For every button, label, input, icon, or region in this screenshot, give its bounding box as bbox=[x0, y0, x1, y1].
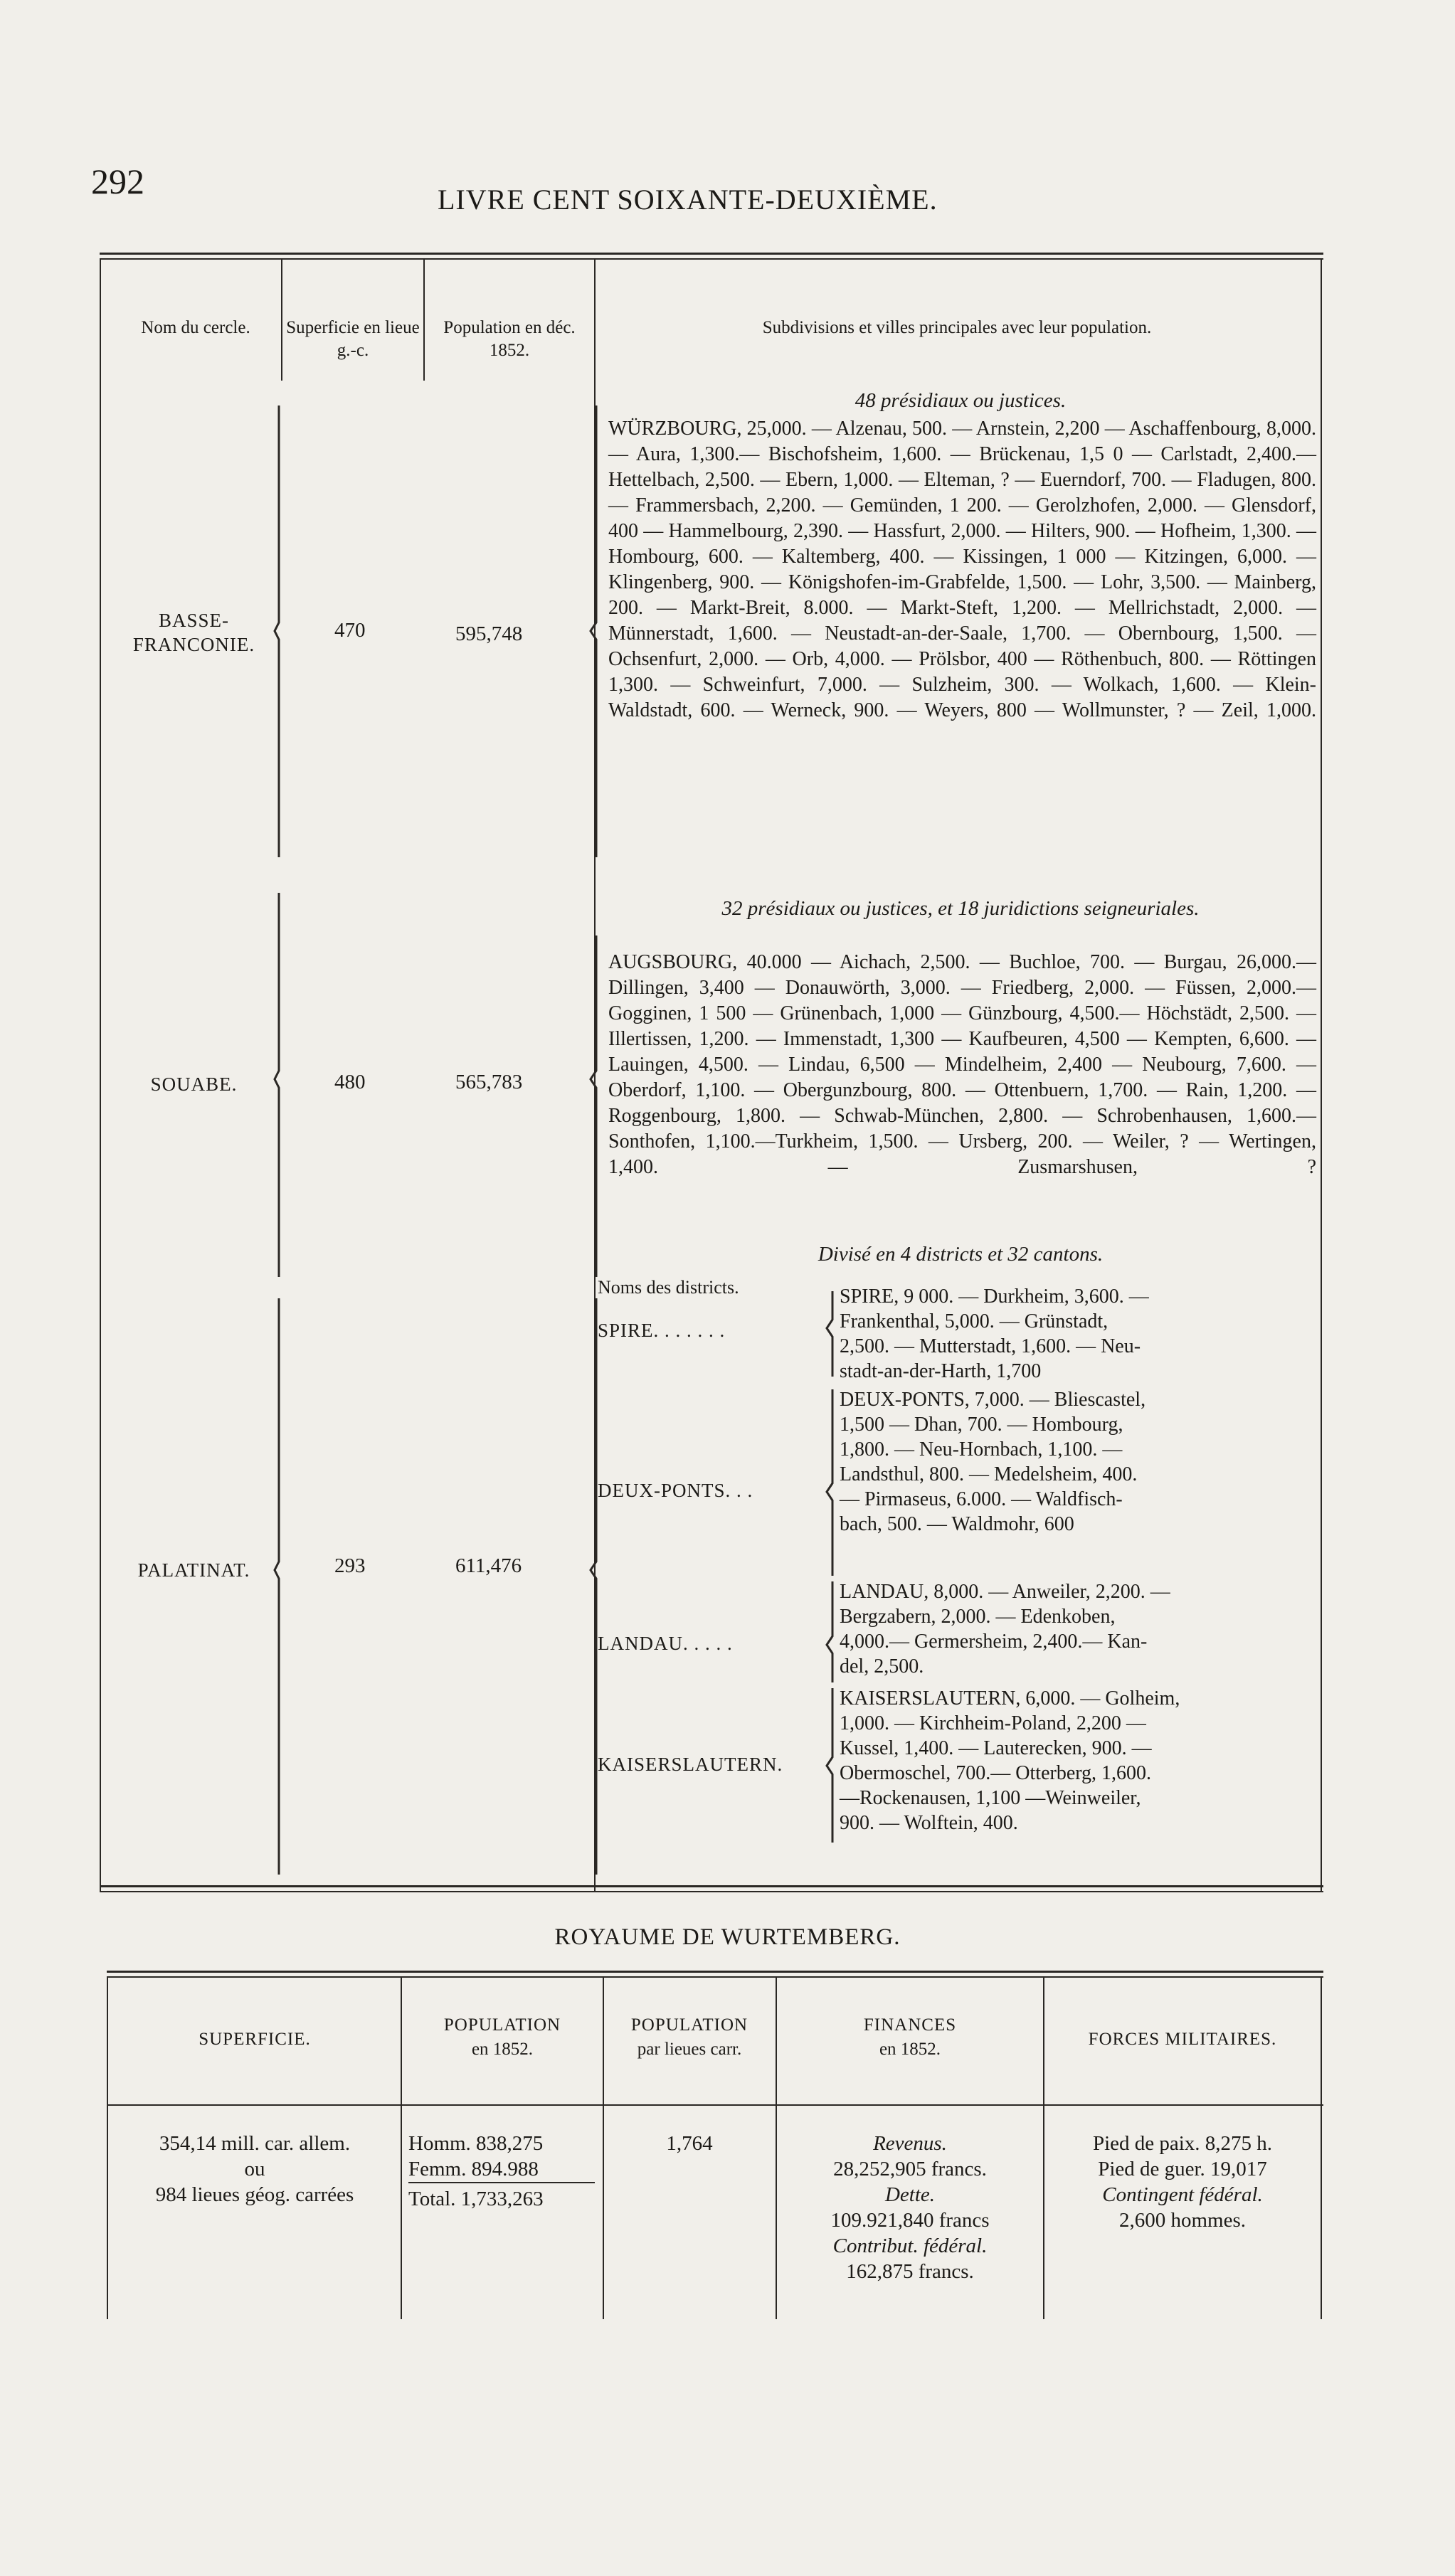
col-header-population: Population en déc. 1852. bbox=[443, 318, 576, 360]
superficie-basse-franconie: 470 bbox=[334, 619, 366, 642]
t2-forces: Pied de paix. 8,275 h. Pied de guer. 19,017 Contingent fédéral. 2,600 hommes. bbox=[1092, 2132, 1273, 2232]
brace-decorations bbox=[100, 253, 1323, 1889]
col-header-cercle: Nom du cercle. bbox=[141, 318, 250, 337]
brace-subdiv-souabe bbox=[591, 935, 596, 1277]
brace-spire bbox=[827, 1291, 832, 1377]
t2-superficie: 354,14 mill. car. allem. ou 984 lieues géog. carrées bbox=[155, 2132, 354, 2206]
table2-top-rule-inner bbox=[107, 1976, 1323, 1978]
t2-population-carr: 1,764 bbox=[666, 2132, 713, 2155]
wurtemberg-table bbox=[107, 1971, 1323, 2319]
col-header-subdivisions: Subdivisions et villes principales avec leur population. bbox=[762, 318, 1152, 337]
section-title: ROYAUME DE WURTEMBERG. bbox=[554, 1924, 901, 1950]
table2-right-border bbox=[1321, 1978, 1322, 2319]
district-name-kaiserslautern: KAISERSLAUTERN. bbox=[598, 1754, 783, 1775]
table-bottom-rule-inner bbox=[100, 1891, 1323, 1892]
text-basse-franconie: WÜRZBOURG, 25,000. — Alzenau, 500. — Arnstein, 2,200 — Aschaffenbourg, 8,000.— Aura, 1,300.— Bischofsheim, 1,600. — Brückenau, 1,5 0 — Carlstadt, 2,400.— Hettelbach, 2,500. — Ebern, 1,000. — Elteman, ? — Euerndorf, 700. — Fladugen, 800. — Frammersbach, 2,200. — Gemünden, 1 200. — Gerolzhofen, 2,000. — Glensdorf, 400 — Hammelbourg, 2,390. — Hassfurt, 2,000. — Hilters, 900. — Hofheim, 1,300. — Hombourg, 600. — Kaltemberg, 400. — Kissingen, 1 000 — Kitzingen, 6,000. — Klingenberg, 900. — Königshofen-im-Grabfelde, 1,500. — Lohr, 3,500. — Mainberg, 200. — Markt-Breit, 8.000. — Markt-Steft, 1,200. — Mellrichstadt, 2,000. — Münnerstadt, 1,600. — Neustadt-an-der-Saale, 1,700. — Obernbourg, 1,500. — Ochsenfurt, 2,000. — Orb, 4,000. — Prölsbor, 400 — Röthenbuch, 800. — Röttingen 1,300. — Schweinfurt, 7,000. — Sulzheim, 300. — Wolkach, 1,600. — Klein-Waldstadt, 600. — Werneck, 900. — Weyers, 800 — Wollmunster, ? — Zeil, 1,000. bbox=[608, 418, 1316, 721]
t2-header-population-carr: POPULATION par lieues carr. bbox=[630, 2015, 748, 2059]
district-name-deux-ponts: DEUX-PONTS. . . bbox=[598, 1480, 753, 1501]
t2-finances: Revenus. 28,252,905 francs. Dette. 109.921,840 francs Contribut. fédéral. 162,875 francs. bbox=[830, 2132, 990, 2283]
superficie-palatinat: 293 bbox=[334, 1554, 366, 1577]
brace-subdiv-palatinat bbox=[591, 1298, 596, 1875]
subdivisions-table bbox=[100, 253, 1323, 1896]
table2-top-rule bbox=[107, 1971, 1323, 1973]
table2-col-2 bbox=[603, 1978, 604, 2319]
page-number: 292 bbox=[91, 161, 144, 201]
t2-header-forces: FORCES MILITAIRES. bbox=[1088, 2030, 1277, 2049]
running-title: LIVRE CENT SOIXANTE-DEUXIÈME. bbox=[438, 184, 938, 216]
brace-superficie-palatinat bbox=[275, 1298, 279, 1875]
title-palatinat: Divisé en 4 districts et 32 cantons. bbox=[818, 1243, 1104, 1266]
district-name-spire: SPIRE. . . . . . . bbox=[598, 1320, 726, 1341]
population-souabe: 565,783 bbox=[455, 1071, 523, 1093]
t2-population: Homm. 838,275 Femm. 894.988 Total. 1,733,263 bbox=[408, 2131, 600, 2212]
table2-header-rule bbox=[107, 2104, 1323, 2106]
district-text-kaiserslautern: KAISERSLAUTERN, 6,000. — Golheim, 1,000. — Kirchheim-Poland, 2,200 — Kussel, 1,400. — Lauterecken, 900. — Obermoschel, 700.— Otterberg, 1,600. —Rockenausen, 1,100 —Weinweiler, 900. — Wolftein, 400. bbox=[840, 1687, 1180, 1834]
brace-kaiserslautern bbox=[827, 1688, 832, 1843]
district-text-deux-ponts: DEUX-PONTS, 7,000. — Bliescastel, 1,500 — Dhan, 700. — Hombourg, 1,800. — Neu-Hornbach, 1,100. — Landsthul, 800. — Medelsheim, 400. — Pirmaseus, 6.000. — Waldfisch- bach, 500. — Waldmohr, 600 bbox=[840, 1389, 1146, 1535]
population-basse-franconie: 595,748 bbox=[455, 622, 523, 645]
t2-header-finances: FINANCES en 1852. bbox=[863, 2015, 957, 2059]
col-header-superficie: Superficie en lieue g.-c. bbox=[286, 318, 420, 360]
superficie-souabe: 480 bbox=[334, 1071, 366, 1093]
cercle-souabe: SOUABE. bbox=[150, 1074, 238, 1095]
text-souabe: AUGSBOURG, 40.000 — Aichach, 2,500. — Buchloe, 700. — Burgau, 26,000.— Dillingen, 3,400 — Donauwörth, 3,000. — Friedberg, 2,000. — Füssen, 2,000.— Gogginen, 1 500 — Grünenbach, 1,000 — Günzbourg, 4,500.— Höchstädt, 2,500. — Illertissen, 1,200. — Immenstadt, 1,300 — Kaufbeuren, 4,500 — Kempten, 6,600. — Lauingen, 4,500. — Lindau, 6,500 — Mindelheim, 2,400 — Neubourg, 7,600. — Oberdorf, 1,100. — Obergunzbourg, 800. — Ottenbuern, 1,700. — Rain, 1,200. — Roggenbourg, 1,800. — Schwab-München, 2,800. — Schrobenhausen, 1,600.— Sonthofen, 1,100.—Turkheim, 1,500. — Ursberg, 200. — Weiler, ? — Wertingen, 1,400. — Zusmarshusen, ? bbox=[608, 951, 1316, 1178]
district-name-landau: LANDAU. . . . . bbox=[598, 1633, 733, 1654]
table2-col-1 bbox=[401, 1978, 402, 2319]
brace-subdiv-franconie bbox=[591, 406, 596, 857]
table2-col-4 bbox=[1043, 1978, 1044, 2319]
brace-superficie-franconie bbox=[275, 406, 279, 857]
title-basse-franconie: 48 présidiaux ou justices. bbox=[855, 389, 1067, 412]
brace-landau bbox=[827, 1581, 832, 1682]
brace-superficie-souabe bbox=[275, 893, 279, 1277]
table2-left-border bbox=[107, 1978, 108, 2319]
district-text-spire: SPIRE, 9 000. — Durkheim, 3,600. — Frankenthal, 5,000. — Grünstadt, 2,500. — Mutterstadt, 1,600. — Neu- stadt-an-der-Harth, 1,700 bbox=[840, 1286, 1149, 1382]
cercle-basse-franconie: BASSE-FRANCONIE. bbox=[132, 610, 255, 655]
t2-header-population: POPULATION en 1852. bbox=[443, 2015, 561, 2059]
districts-label: Noms des districts. bbox=[598, 1277, 739, 1298]
population-palatinat: 611,476 bbox=[455, 1554, 522, 1577]
cercle-palatinat: PALATINAT. bbox=[137, 1559, 250, 1581]
t2-header-superficie: SUPERFICIE. bbox=[199, 2030, 311, 2049]
brace-deux-ponts bbox=[827, 1389, 832, 1576]
title-souabe: 32 présidiaux ou justices, et 18 juridictions seigneuriales. bbox=[721, 897, 1200, 920]
table2-col-3 bbox=[776, 1978, 777, 2319]
district-text-landau: LANDAU, 8,000. — Anweiler, 2,200. — Bergzabern, 2,000. — Edenkoben, 4,000.— Germersheim, 2,400.— Kan- del, 2,500. bbox=[840, 1581, 1170, 1677]
